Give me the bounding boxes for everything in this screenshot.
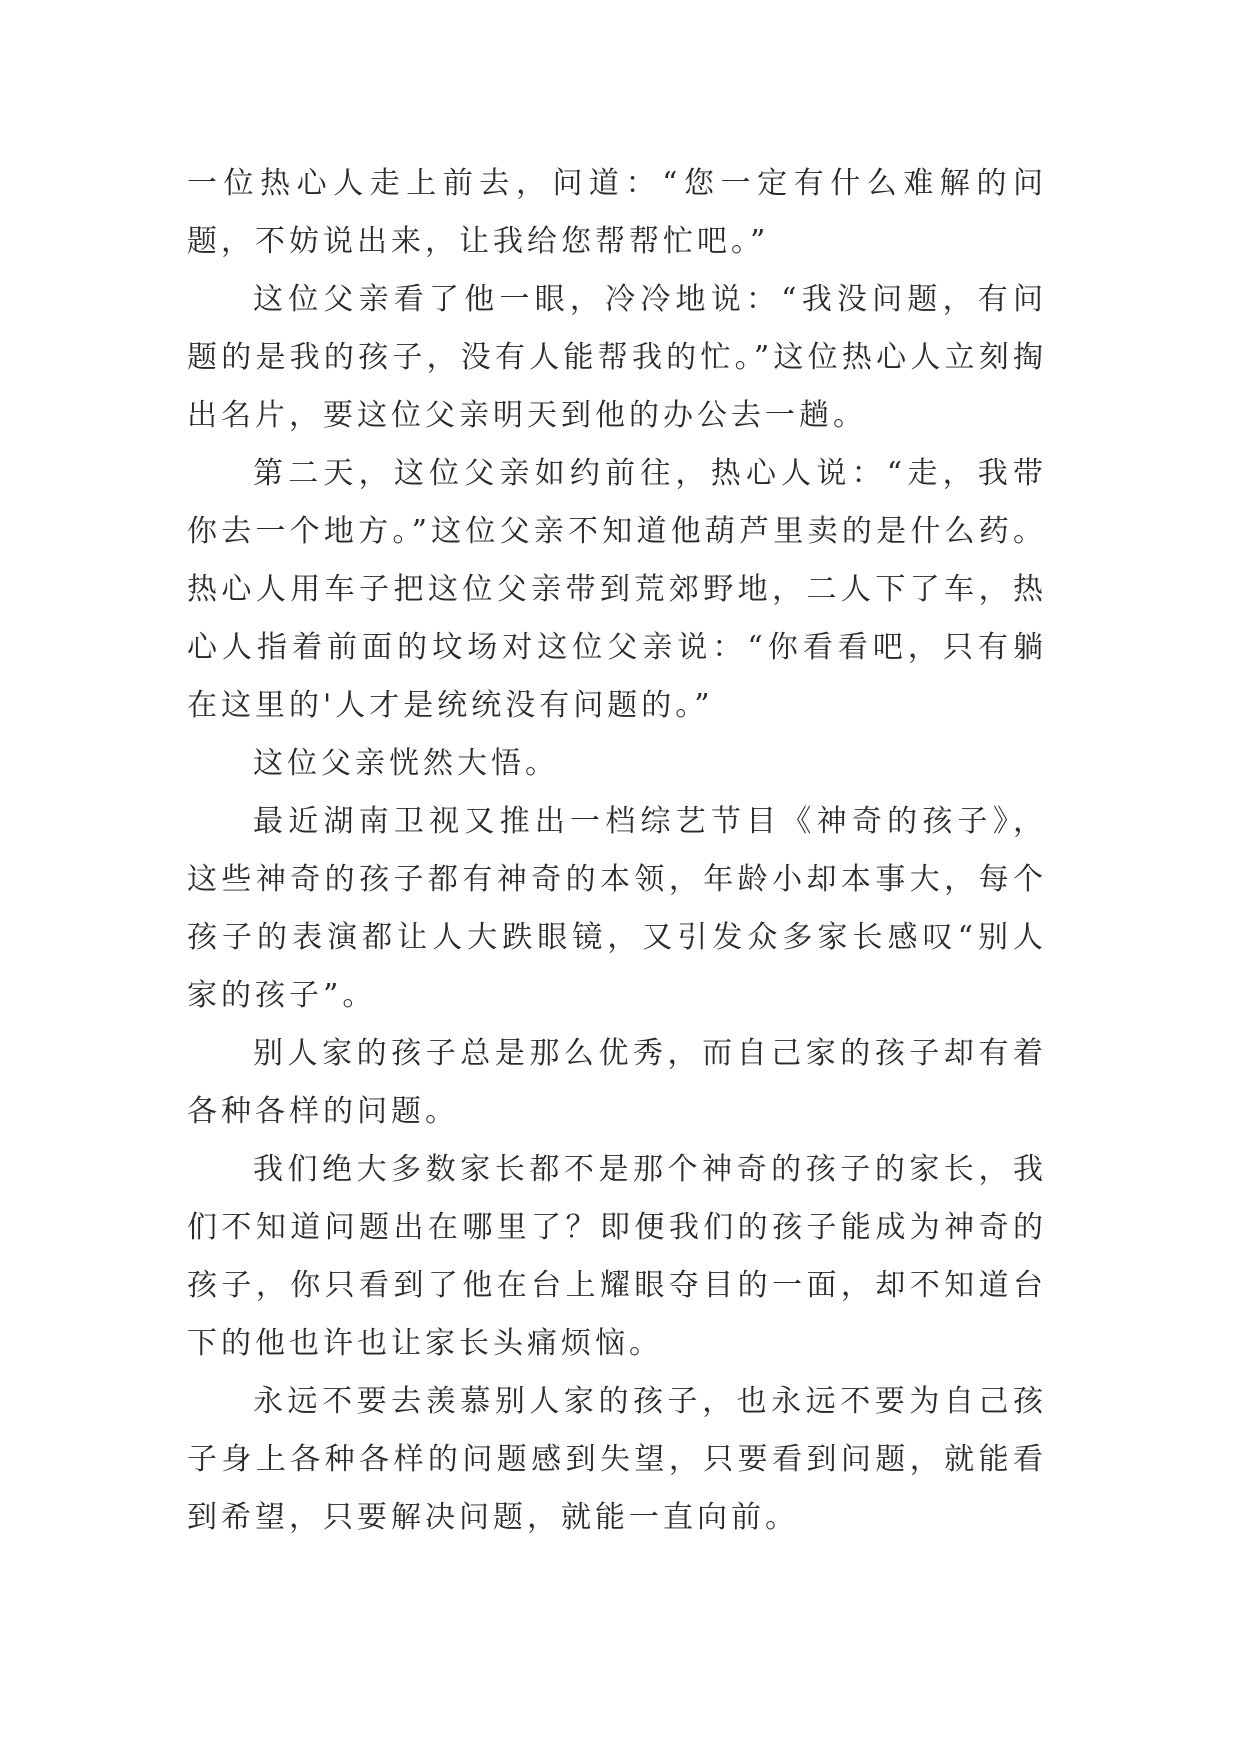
paragraph-6: 别人家的孩子总是那么优秀，而自己家的孩子却有着各种各样的问题。: [187, 1036, 1047, 1129]
paragraph-7: 我们绝大多数家长都不是那个神奇的孩子的家长，我们不知道问题出在哪里了？即便我们的孩子能成为神奇的孩子，你只看到了他在台上耀眼夺目的一面，却不知道台下的他也许也让家长头痛烦恼。: [187, 1152, 1047, 1361]
paragraph-4: 这位父亲恍然大悟。: [253, 746, 559, 781]
paragraph-2: 这位父亲看了他一眼，冷冷地说：“我没问题，有问题的是我的孩子，没有人能帮我的忙。”这位热心人立刻掏出名片，要这位父亲明天到他的办公去一趟。: [187, 282, 1047, 433]
paragraph-1: 一位热心人走上前去，问道：“您一定有什么难解的问题，不妨说出来，让我给您帮帮忙吧。”: [187, 166, 1047, 259]
paragraph-5: 最近湖南卫视又推出一档综艺节目《神奇的孩子》，这些神奇的孩子都有神奇的本领，年龄小却本事大，每个孩子的表演都让人大跌眼镜，又引发众多家长感叹“别人家的孩子”。: [187, 804, 1047, 1013]
paragraph-8: 永远不要去羡慕别人家的孩子，也永远不要为自己孩子身上各种各样的问题感到失望，只要看到问题，就能看到希望，只要解决问题，就能一直向前。: [187, 1384, 1047, 1535]
document-body: [187, 155, 1047, 1547]
paragraph-3: 第二天，这位父亲如约前往，热心人说：“走，我带你去一个地方。”这位父亲不知道他葫芦里卖的是什么药。热心人用车子把这位父亲带到荒郊野地，二人下了车，热心人指着前面的坟场对这位父亲说：“你看看吧，只有躺在这里的'人才是统统没有问题的。”: [187, 456, 1047, 723]
